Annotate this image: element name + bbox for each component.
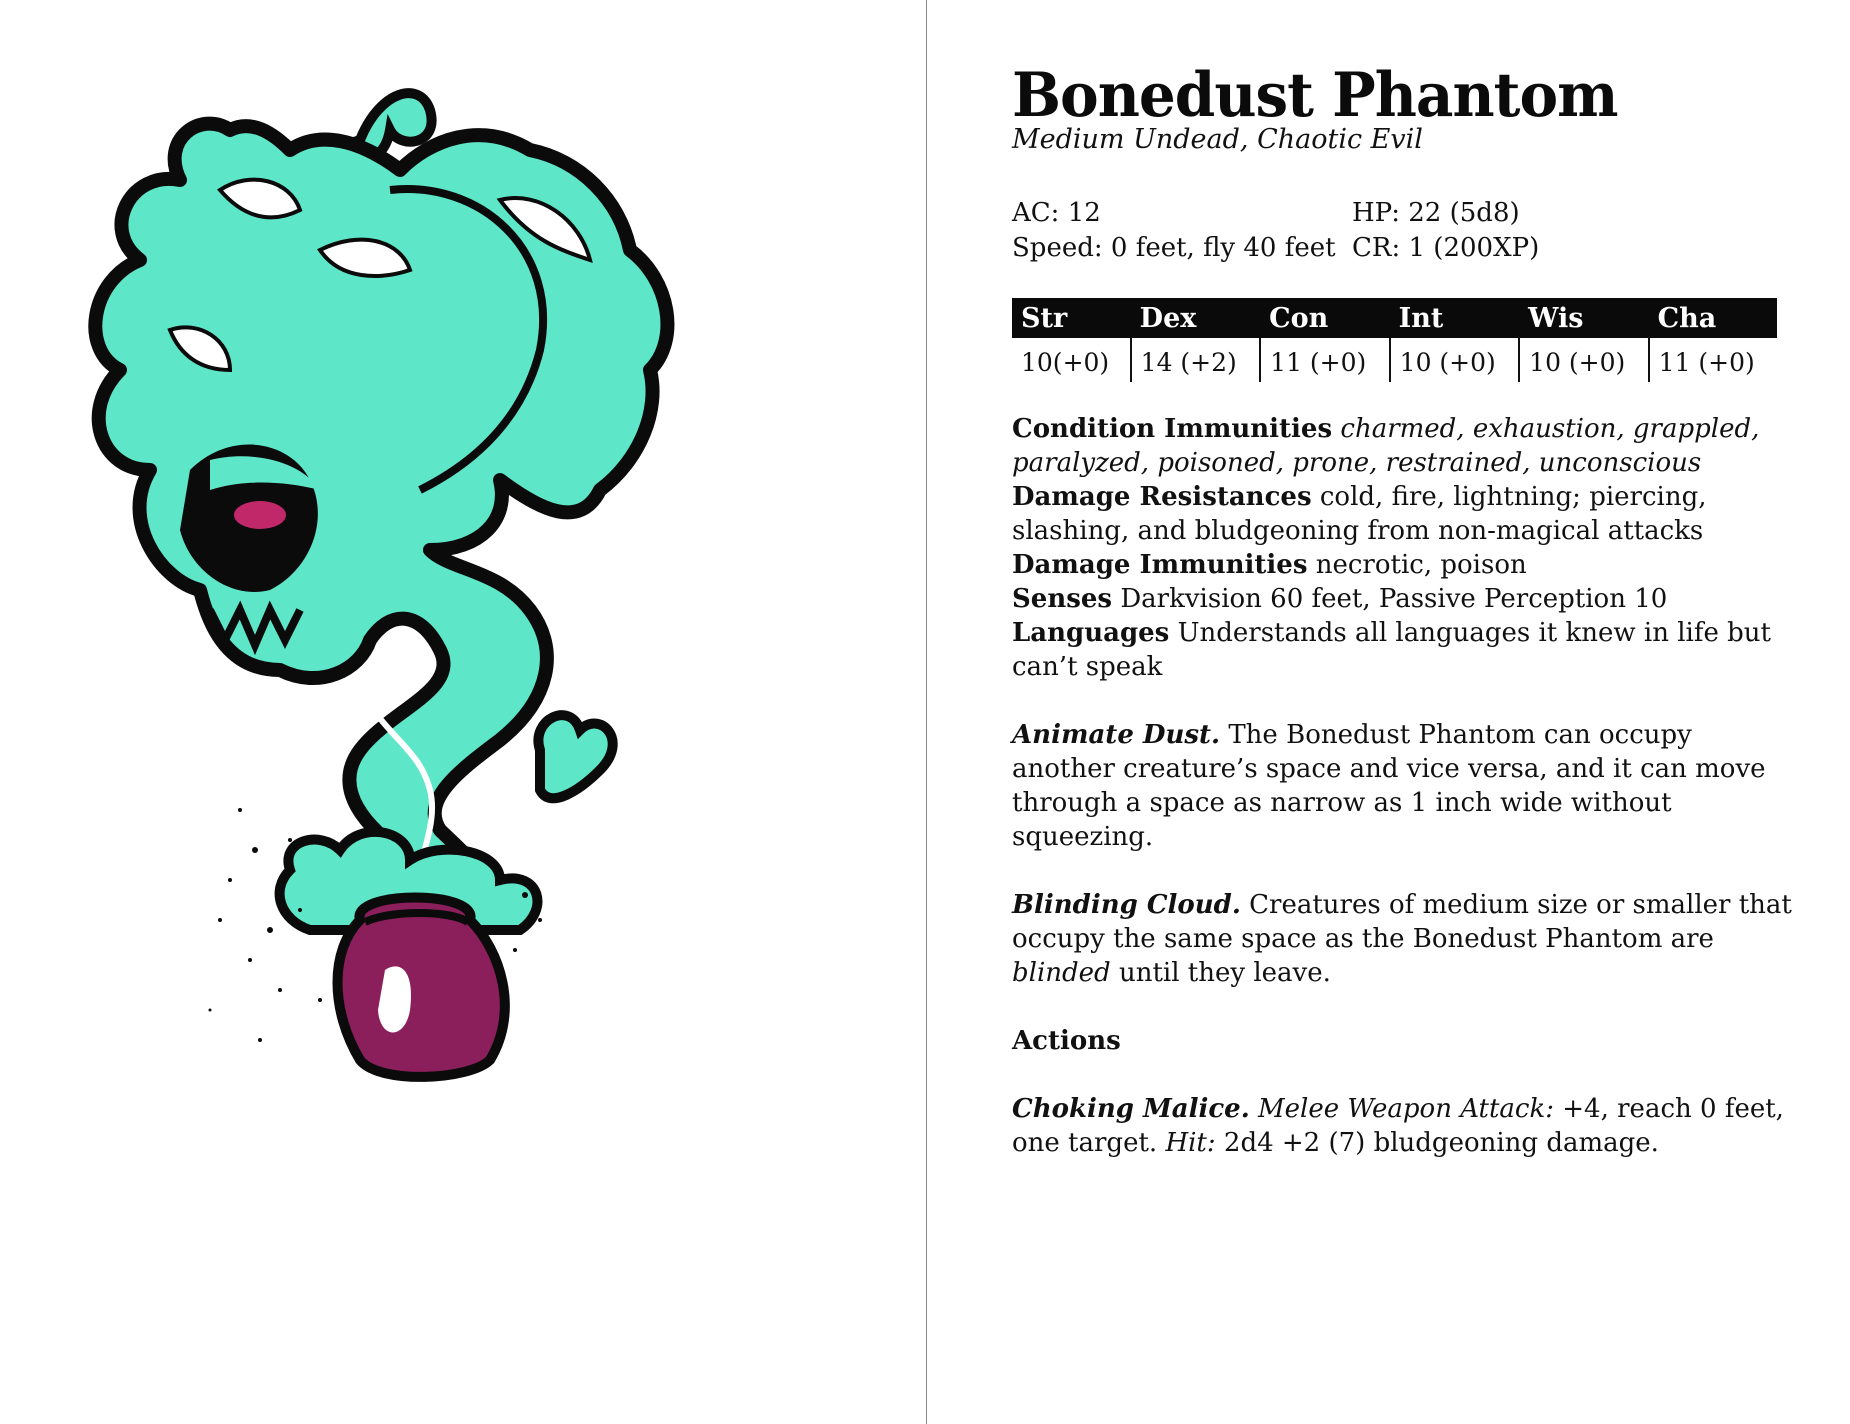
attack-kind: Melee Weapon Attack: <box>1258 1094 1554 1124</box>
languages-text: Understands all languages it knew in life but can’t speak <box>1012 618 1771 682</box>
armor-class: AC: 12 <box>1012 198 1101 228</box>
trait-animate-dust <box>1012 718 1792 854</box>
damage-immunities <box>1012 548 1792 582</box>
damage-resistances-text: cold, fire, lightning; piercing, slashing, and bludgeoning from non-magical attacks <box>1012 482 1707 546</box>
ability-value: 14 (+2) <box>1131 338 1261 382</box>
senses-label: Senses <box>1012 584 1113 614</box>
speed: Speed: 0 feet, fly 40 feet <box>1012 233 1336 263</box>
actions-heading: Actions <box>1012 1026 1121 1056</box>
ability-value: 11 (+0) <box>1260 338 1390 382</box>
ability-header: Int <box>1390 298 1520 338</box>
wisp-right <box>538 715 612 798</box>
monster-name: Bonedust Phantom <box>1012 59 1618 131</box>
ability-header: Con <box>1260 298 1390 338</box>
stat-block-text <box>1012 412 1792 1160</box>
ability-value: 10(+0) <box>1021 347 1110 377</box>
urn <box>338 898 505 1077</box>
right-page <box>927 0 1850 1424</box>
hit-text: 2d4 +2 (7) bludgeoning damage. <box>1223 1128 1659 1158</box>
condition-immunities <box>1012 412 1792 480</box>
trait-name: Blinding Cloud. <box>1012 890 1241 920</box>
ability-value: 10 (+0) <box>1390 338 1520 382</box>
challenge-rating: CR: 1 (200XP) <box>1352 233 1540 263</box>
ability-value: 10 (+0) <box>1519 338 1649 382</box>
bonedust-phantom-illustration <box>60 50 820 1250</box>
ability-header-row <box>1012 298 1777 338</box>
ability-value-row <box>1012 338 1777 382</box>
ability-header: Dex <box>1131 298 1261 338</box>
trait-condition: blinded <box>1012 958 1111 988</box>
monster-type: Medium Undead, Chaotic Evil <box>1012 124 1423 155</box>
eye-glow <box>234 501 286 529</box>
ability-header: Str <box>1012 298 1131 338</box>
ability-scores-table <box>1012 298 1777 382</box>
languages-label: Languages <box>1012 618 1170 648</box>
trait-text-end: until they leave. <box>1118 958 1331 988</box>
ability-header: Wis <box>1519 298 1649 338</box>
action-choking-malice <box>1012 1092 1792 1160</box>
senses <box>1012 582 1792 616</box>
senses-text: Darkvision 60 feet, Passive Perception 10 <box>1120 584 1668 614</box>
condition-immunities-text: charmed, exhaustion, grappled, paralyzed, poisoned, prone, restrained, unconscious <box>1012 414 1760 478</box>
trait-text: Creatures of medium size or smaller that occupy the same space as the Bonedust Phantom are <box>1012 890 1792 954</box>
hit-points: HP: 22 (5d8) <box>1352 198 1520 228</box>
trait-blinding-cloud <box>1012 888 1792 990</box>
trait-name: Animate Dust. <box>1012 720 1221 750</box>
damage-immunities-label: Damage Immunities <box>1012 550 1308 580</box>
ability-value: 11 (+0) <box>1649 338 1777 382</box>
basic-stats <box>1012 196 1652 266</box>
action-name: Choking Malice. <box>1012 1094 1250 1124</box>
trait-text: The Bonedust Phantom can occupy another creature’s space and vice versa, and it can move through a space as narrow as 1 inch wide without squeezing. <box>1012 720 1766 852</box>
attack-text: +4, reach 0 feet, one target. <box>1012 1094 1784 1158</box>
ability-header: Cha <box>1649 298 1777 338</box>
damage-resistances-label: Damage Resistances <box>1012 482 1312 512</box>
hit-label: Hit: <box>1165 1128 1216 1158</box>
damage-resistances <box>1012 480 1792 548</box>
damage-immunities-text: necrotic, poison <box>1315 550 1527 580</box>
condition-immunities-label: Condition Immunities <box>1012 414 1333 444</box>
languages <box>1012 616 1792 684</box>
